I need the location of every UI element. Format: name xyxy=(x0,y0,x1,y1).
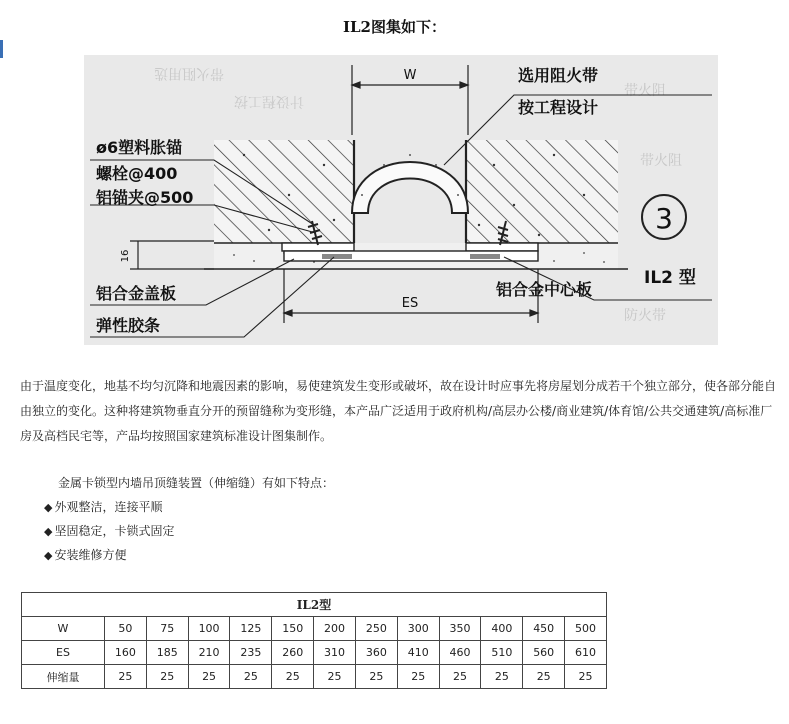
table-row xyxy=(22,665,607,689)
table-caption-row xyxy=(22,593,607,617)
diamond-bullet-icon: ◆ xyxy=(44,525,53,538)
feature-item: ◆ 外观整洁，连接平顺 xyxy=(44,500,163,514)
table-cell: 260 xyxy=(272,641,314,665)
table-cell: 310 xyxy=(314,641,356,665)
label-strip: 弹性胶条 xyxy=(96,316,161,335)
label-center: 铝合金中心板 xyxy=(496,280,593,299)
label-fire-tape: 选用阻火带 xyxy=(518,66,599,85)
right-cover-plate xyxy=(466,243,538,251)
diamond-bullet-icon: ◆ xyxy=(44,501,53,514)
table-cell: 75 xyxy=(146,617,188,641)
table-cell: 25 xyxy=(314,665,356,689)
feature-list xyxy=(44,498,174,570)
table-row xyxy=(22,617,607,641)
table-cell: 360 xyxy=(355,641,397,665)
es-label: ES xyxy=(401,296,419,311)
table-cell: 25 xyxy=(439,665,481,689)
page-title: IL2图集如下： xyxy=(342,18,446,36)
table-cell: 25 xyxy=(146,665,188,689)
table-cell: 25 xyxy=(230,665,272,689)
svg-text:带火阻: 带火阻 xyxy=(640,153,682,169)
table-cell: 250 xyxy=(355,617,397,641)
spec-table xyxy=(21,592,607,689)
dim-16-label: 16 xyxy=(120,249,131,263)
table-cell: 150 xyxy=(272,617,314,641)
table-cell: 25 xyxy=(481,665,523,689)
table-cell: 25 xyxy=(397,665,439,689)
table-cell: 350 xyxy=(439,617,481,641)
table-cell: 25 xyxy=(272,665,314,689)
table-cell: 25 xyxy=(355,665,397,689)
table-cell: 25 xyxy=(105,665,147,689)
features-intro: 金属卡锁型内墙吊顶缝装置（伸缩缝）有如下特点： xyxy=(58,476,335,490)
table-cell: 560 xyxy=(523,641,565,665)
table-cell: 25 xyxy=(523,665,565,689)
row-label: ES xyxy=(22,641,105,665)
label-bolt: 螺栓@400 xyxy=(96,164,178,183)
intro-paragraph: 由于温度变化，地基不均匀沉降和地震因素的影响，易使建筑发生变形或破坏，故在设计时应事先将房屋划分成若干个独立部分，使各部分能自由独立的变化。这种将建筑物垂直分开的预留缝称为变形缝，本产品广泛适用于政府机构/高层办公楼/商业建筑/体育馆/公共交通建筑/高标准厂房及高档民宅等，产品均按照国家建筑标准设计图集制作。 xyxy=(20,379,777,443)
table-cell: 125 xyxy=(230,617,272,641)
table-row xyxy=(22,641,607,665)
feature-item: ◆ 坚固稳定，卡锁式固定 xyxy=(44,524,175,538)
diamond-bullet-icon: ◆ xyxy=(44,549,53,562)
table-cell: 50 xyxy=(105,617,147,641)
feature-item: ◆ 安装维修方便 xyxy=(44,548,127,562)
label-cover: 铝合金盖板 xyxy=(96,284,177,303)
rubber-strip-right xyxy=(470,254,500,259)
table-cell: 500 xyxy=(565,617,607,641)
table-cell: 185 xyxy=(146,641,188,665)
table-cell: 25 xyxy=(565,665,607,689)
w-label: W xyxy=(403,68,417,83)
table-cell: 200 xyxy=(314,617,356,641)
table-cell: 400 xyxy=(481,617,523,641)
row-label: 伸缩量 xyxy=(22,665,105,689)
label-type: IL2 型 xyxy=(644,268,696,288)
table-cell: 300 xyxy=(397,617,439,641)
il2-drawing xyxy=(84,55,718,345)
label-by-design: 按工程设计 xyxy=(518,98,599,117)
table-cell: 410 xyxy=(397,641,439,665)
table-cell: 210 xyxy=(188,641,230,665)
table-cell: 610 xyxy=(565,641,607,665)
table-cell: 25 xyxy=(188,665,230,689)
table-caption: IL2型 xyxy=(22,593,607,617)
circle-number: 3 xyxy=(655,202,673,235)
table-cell: 100 xyxy=(188,617,230,641)
svg-text:计设程工按: 计设程工按 xyxy=(234,93,304,109)
svg-text:带火阻: 带火阻 xyxy=(624,83,666,99)
table-cell: 450 xyxy=(523,617,565,641)
svg-text:防火带: 防火带 xyxy=(624,308,666,324)
left-edge-marker xyxy=(0,40,3,58)
table-cell: 460 xyxy=(439,641,481,665)
row-label: W xyxy=(22,617,105,641)
table-cell: 510 xyxy=(481,641,523,665)
table-cell: 160 xyxy=(105,641,147,665)
label-anchor: ø6塑料胀锚 xyxy=(96,138,183,157)
rubber-strip-left xyxy=(322,254,352,259)
svg-text:带火阻用选: 带火阻用选 xyxy=(154,65,224,81)
label-clip: 铝锚夹@500 xyxy=(96,188,194,207)
table-cell: 235 xyxy=(230,641,272,665)
